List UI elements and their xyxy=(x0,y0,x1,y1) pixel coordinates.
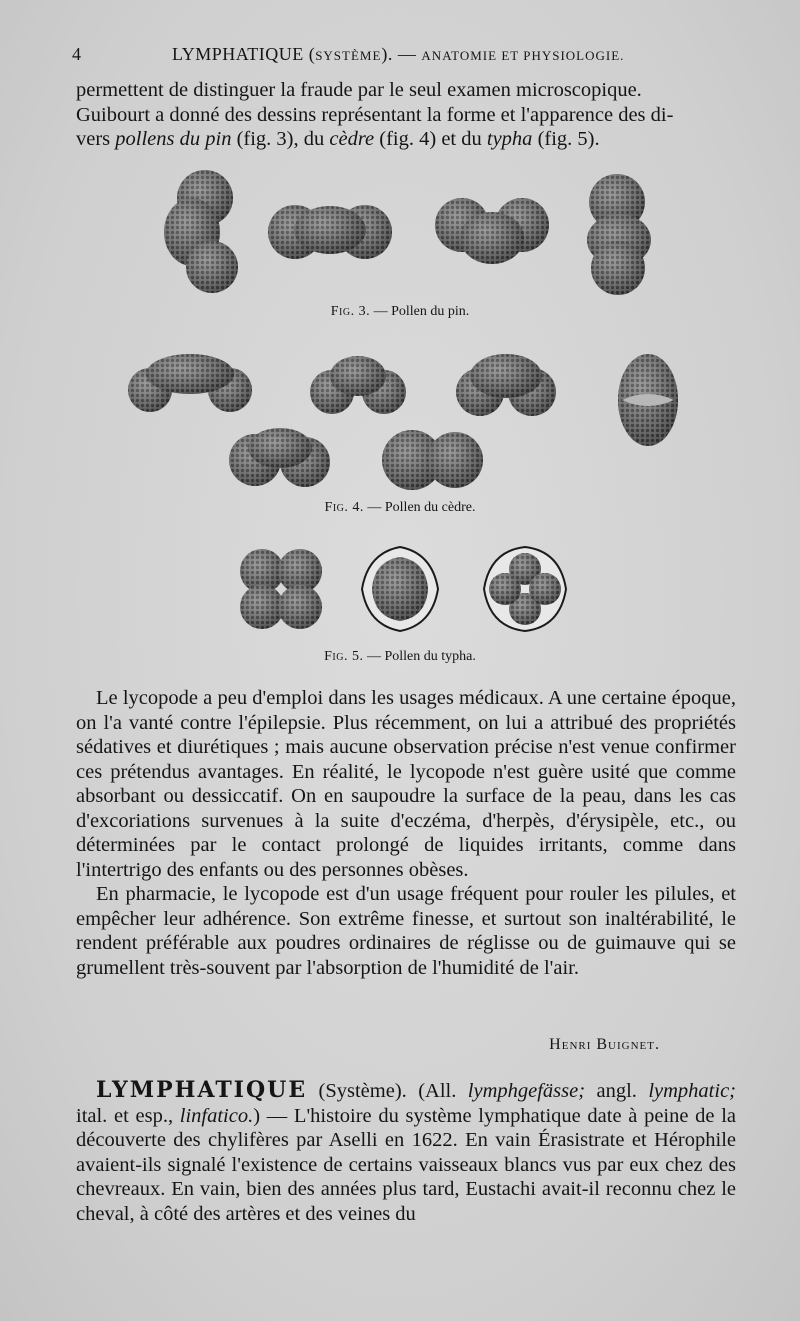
typha-pollen-grain-1 xyxy=(240,549,322,629)
figure-4-caption: Fig. 4. — Pollen du cèdre. xyxy=(324,500,476,515)
cedar-pollen-grain-1 xyxy=(128,354,252,412)
figure-3-illustration xyxy=(0,170,800,300)
typha-pollen-grain-2 xyxy=(362,547,438,631)
intro-line-2: Guibourt a donné des dessins représentant la forme et l'apparence des di- xyxy=(76,103,674,126)
figure-4-cedar-pollen xyxy=(0,348,800,493)
cedar-pollen-grain-3 xyxy=(456,354,556,416)
entry-paragraph: LYMPHATIQUE (Système). (All. lymphgefässe; angl. lymphatic; ital. et esp., linfatico.) — L'histoire du système lymphatique date à peine de la découverte des chylifères par Aselli en 1622. En vain Érasistrate et Hérophile avaient-ils signalé l'existence de certains vaisseaux blancs vus par eux chez des chevreaux. En vain, bien des années plus tard, Eustachi avait-il reconnu chez le cheval, à côté des artères et des veines du xyxy=(76,1077,736,1225)
figure-5-illustration xyxy=(0,545,800,640)
paragraph-lycopode-usage: Le lycopode a peu d'emploi dans les usages médicaux. A une certaine époque, on l'a vanté contre l'épilepsie. Plus récemment, on lui a attribué des propriétés sédatives et diurétiques ; mais aucune observation précise n'est venue confirmer ces prétendus avantages. En réalité, le lycopode n'est guère usité que comme absorbant ou dessiccatif. On en saupoudre la surface de la peau, dans les cas d'excoriations survenues à la suite d'eczéma, d'herpès, d'érysipèle, etc., ou déterminées par le contact prolongé de liquides irritants, comme dans l'intertrigo des enfants ou des personnes obèses. xyxy=(76,687,736,881)
entry-lymphatique xyxy=(76,1078,736,1226)
intro-line-3: vers pollens du pin (fig. 3), du cèdre (fig. 4) et du typha (fig. 5). xyxy=(76,128,600,150)
pine-pollen-grain-1 xyxy=(164,170,238,293)
cedar-pollen-grain-4 xyxy=(618,354,678,446)
running-title: LYMPHATIQUE (SYSTÈME). — ANATOMIE ET PHYSIOLOGIE. xyxy=(172,44,625,64)
cedar-pollen-grain-2 xyxy=(310,356,406,414)
body-text xyxy=(76,686,736,980)
pine-pollen-grain-3 xyxy=(435,198,549,264)
intro-line-1: permettent de distinguer la fraude par le seul examen microscopique. xyxy=(76,79,642,101)
figure-4-illustration xyxy=(0,348,800,493)
figure-5-caption: Fig. 5. — Pollen du typha. xyxy=(324,649,476,664)
pine-pollen-grain-2 xyxy=(268,205,392,259)
typha-pollen-grain-3 xyxy=(484,547,566,631)
paragraph-pharmacie: En pharmacie, le lycopode est d'un usage fréquent pour rouler les pilules, et empêcher leur adhérence. Son extrême finesse, et surtout son inaltérabilité, le rendent préférable aux poudres ordinaires de réglisse ou de guimauve qui se grumellent très-souvent par l'absorption de l'humidité de l'air. xyxy=(76,883,736,979)
cedar-pollen-grain-6 xyxy=(382,430,483,490)
cedar-pollen-grain-5 xyxy=(229,428,330,487)
entry-headword: LYMPHATIQUE xyxy=(96,1077,308,1103)
figure-5-typha-pollen xyxy=(0,545,800,640)
running-header xyxy=(72,44,742,68)
author-signature: Henri Buignet. xyxy=(549,1036,660,1053)
pine-pollen-grain-4 xyxy=(587,174,651,295)
figure-3-pine-pollen xyxy=(0,170,800,300)
page-number: 4 xyxy=(72,44,82,64)
figure-3-caption: Fig. 3. — Pollen du pin. xyxy=(330,304,470,319)
intro-text xyxy=(76,78,736,152)
